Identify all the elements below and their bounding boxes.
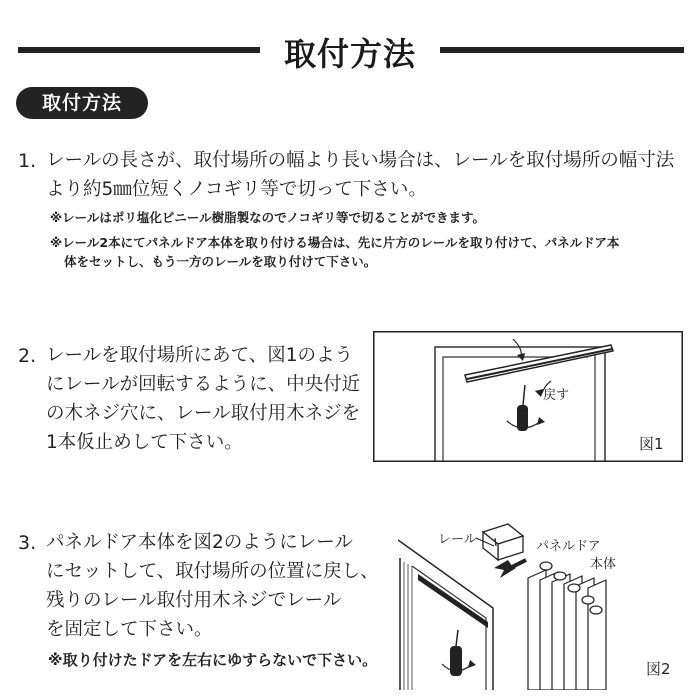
step2-line-1: レールを取付場所にあて、図1のよう <box>46 345 354 366</box>
step1-note-3: 体をセットし、もう一方のレールを取り付けて下さい。 <box>64 254 377 269</box>
figure-2-door-label-2: 本体 <box>590 557 617 572</box>
page-title: 取付方法 <box>283 35 416 73</box>
step1-note-2: ※レール2本にてパネルドア本体を取り付ける場合は、先に片方のレールを取り付けて、パネルドア本 <box>50 235 620 250</box>
figure-1 <box>373 331 683 462</box>
step2-line-4: 1本仮止めして下さい。 <box>46 432 243 453</box>
step3-number: 3. <box>18 532 37 554</box>
figure-2 <box>398 518 688 690</box>
step3-line-4: を固定して下さい。 <box>46 619 213 640</box>
step2-number: 2. <box>18 345 37 367</box>
step1-line-2: より約5㎜位短くノコギリ等で切って下さい。 <box>46 179 427 200</box>
figure-2-door-label-1: パネルドア <box>536 539 601 554</box>
figure-2-label: 図2 <box>646 660 671 678</box>
figure-2-illustration <box>398 518 688 690</box>
figure-1-annotation: 戻す <box>543 388 570 403</box>
step1-note-1: ※レールはポリ塩化ビニール樹脂製なのでノコギリ等で切ることができます。 <box>50 210 486 225</box>
figure-1-label: 図1 <box>639 435 664 453</box>
header-rule-right <box>440 47 684 53</box>
header-rule-left <box>18 47 260 53</box>
step2-line-3: の木ネジ穴に、レール取付用木ネジを <box>46 403 361 424</box>
step3-line-1: パネルドア本体を図2のようにレール <box>46 532 353 553</box>
step3-line-2: にセットして、取付場所の位置に戻し、 <box>46 561 379 582</box>
step1-number: 1. <box>18 150 37 172</box>
step3-line-3: 残りのレール取付用木ネジでレール <box>46 590 342 611</box>
step1-line-1: レールの長さが、取付場所の幅より長い場合は、レールを取付場所の幅寸法 <box>46 150 675 171</box>
figure-1-illustration <box>373 331 683 462</box>
step3-warning: ※取り付けたドアを左右にゆすらないで下さい。 <box>48 651 378 669</box>
section-label: 取付方法 <box>16 87 148 119</box>
step2-line-2: にレールが回転するように、中央付近 <box>46 374 361 395</box>
figure-2-rail-label: レール <box>438 532 477 547</box>
